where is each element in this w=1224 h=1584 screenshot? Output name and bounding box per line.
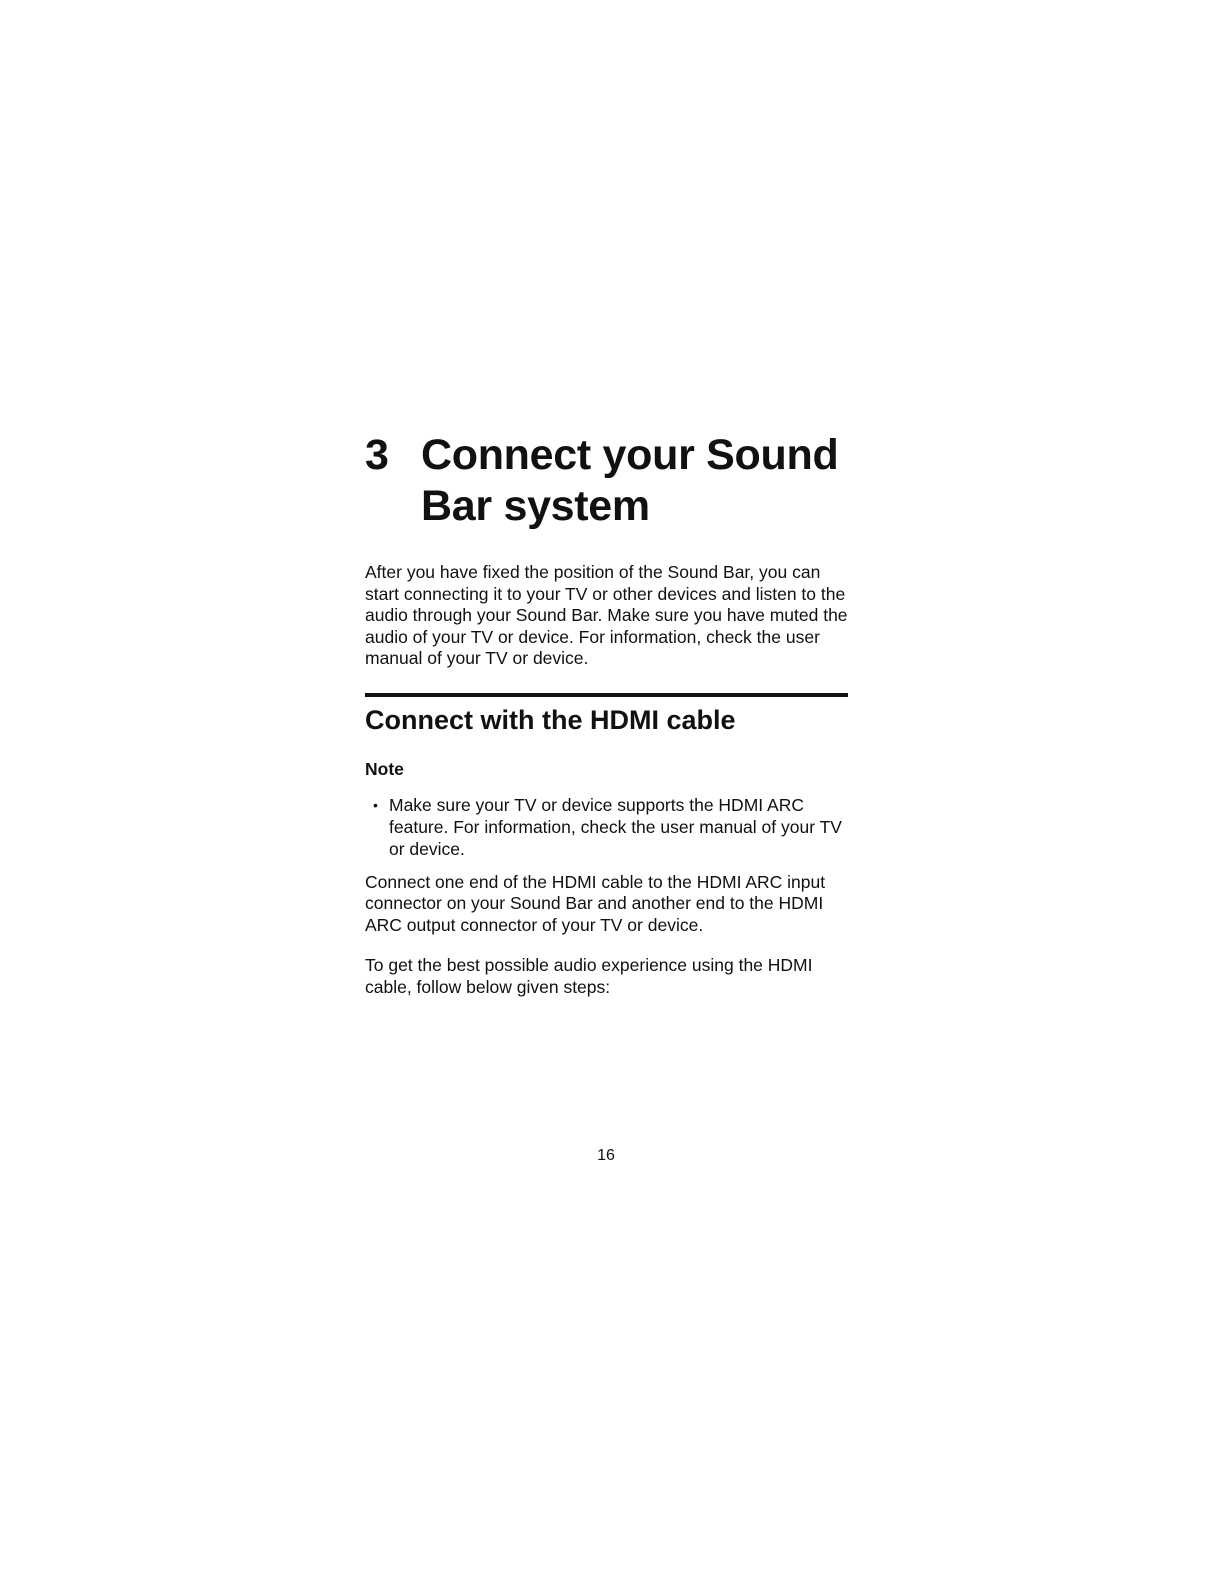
note-label: Note xyxy=(365,758,404,779)
note-list xyxy=(365,794,850,860)
chapter-title: Connect your Sound Bar system xyxy=(421,431,839,530)
page-number: 16 xyxy=(597,1147,615,1164)
note-item xyxy=(365,794,850,860)
note-item-text: Make sure your TV or device supports the HDMI ARC feature. For information, check the user manual of your TV or device. xyxy=(389,794,842,859)
chapter-heading xyxy=(365,430,850,532)
bullet-icon: • xyxy=(373,796,378,813)
chapter-number: 3 xyxy=(365,431,389,479)
page-content xyxy=(365,430,850,1016)
steps-intro-paragraph: To get the best possible audio experience using the HDMI cable, follow below given steps: xyxy=(365,955,813,997)
intro-paragraph: After you have fixed the position of the Sound Bar, you can start connecting it to your TV or other devices and listen to the audio through your Sound Bar. Make sure you have muted the audio of your TV or device. For information, check the user manual of your TV or device. xyxy=(365,562,848,668)
section-divider xyxy=(365,693,848,697)
connection-paragraph: Connect one end of the HDMI cable to the HDMI ARC input connector on your Sound Bar and another end to the HDMI ARC output connector of your TV or device. xyxy=(365,871,826,935)
section-title: Connect with the HDMI cable xyxy=(365,704,736,735)
